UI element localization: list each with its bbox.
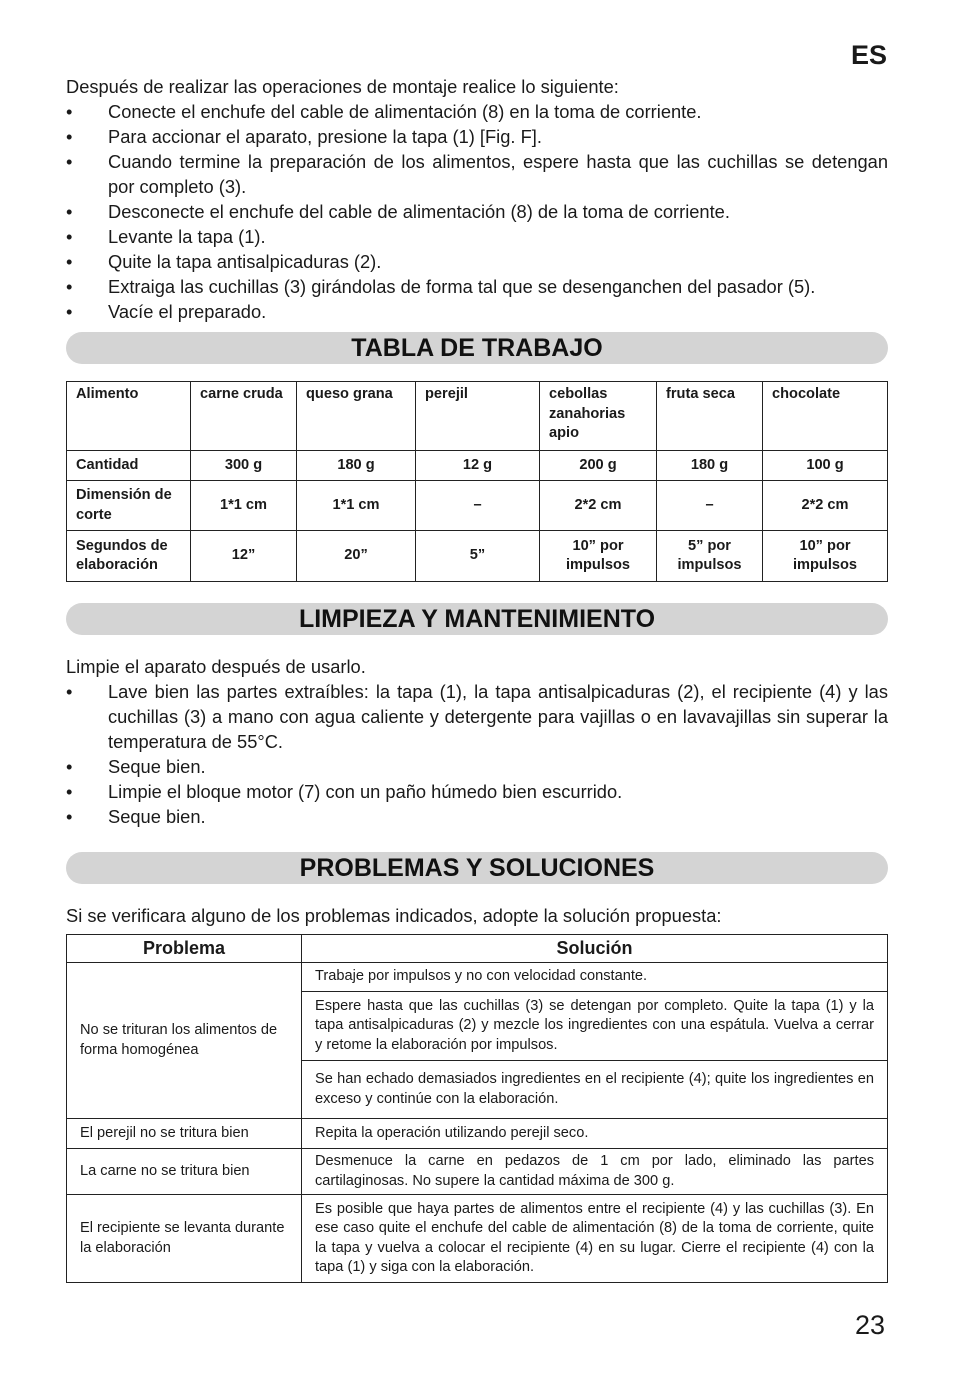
list-item: • Limpie el bloque motor (7) con un paño húmedo bien escurrido. (66, 781, 623, 802)
row-label-quantity: Cantidad (67, 451, 191, 481)
problem-cell: No se trituran los alimentos de forma homogénea (67, 963, 302, 1119)
table-row (67, 531, 888, 582)
solution-cell: Espere hasta que las cuchillas (3) se detengan por completo. Quite la tapa (1) y la tapa antisalpicaduras (2) y mezcle los ingredientes con una espátula. Vuelva a cerrar y retome la elaboración por impulsos. (302, 992, 888, 1061)
section-heading-cleaning: LIMPIEZA Y MANTENIMIENTO (66, 603, 888, 635)
page-content (66, 74, 888, 1283)
table-cell: – (416, 481, 540, 531)
table-row (67, 1119, 888, 1149)
table-cell: carne cruda (191, 382, 297, 451)
table-cell: cebollas zanahorias apio (540, 382, 657, 451)
table-row (67, 1195, 888, 1283)
solution-cell: Es posible que haya partes de alimentos entre el recipiente (4) y las cuchillas (3). En ese caso quite el enchufe del cable de alimentación (8) de la toma de corriente, quite la tapa y vuelva a colocar el recipiente (4) en su lugar. Cierre el recipiente (4) con la tapa (1) y siga con la elaboración. (302, 1195, 888, 1283)
problem-cell: La carne no se tritura bien (67, 1149, 302, 1195)
row-label-cut-size: Dimensión de corte (67, 481, 191, 531)
section-heading-work-table: TABLA DE TRABAJO (66, 332, 888, 364)
table-cell: 200 g (540, 451, 657, 481)
list-item: • Seque bien. (66, 806, 206, 827)
bullet-icon: • (66, 126, 73, 147)
problem-cell: El perejil no se tritura bien (67, 1119, 302, 1149)
bullet-icon: • (66, 756, 73, 777)
bullet-icon: • (66, 681, 73, 702)
table-row (67, 963, 888, 992)
list-item: • Lave bien las partes extraíbles: la tapa (1), la tapa antisalpicaduras (2), el recipiente (4) y las cuchillas (3) a mano con agua caliente y detergente para vajillas o en lavavajillas sin superar la temperatura de 55°C. (66, 681, 888, 752)
table-cell: 20” (297, 531, 416, 582)
intro-steps-list (66, 99, 888, 324)
table-cell: perejil (416, 382, 540, 451)
table-cell: 100 g (763, 451, 888, 481)
solution-cell: Se han echado demasiados ingredientes en el recipiente (4); quite los ingredientes en exceso y continúe con la elaboración. (302, 1061, 888, 1119)
intro-lead: Después de realizar las operaciones de montaje realice lo siguiente: (66, 76, 619, 97)
table-cell: 180 g (297, 451, 416, 481)
bullet-icon: • (66, 226, 73, 247)
troubleshooting-table (66, 934, 888, 1283)
table-row (67, 481, 888, 531)
table-cell: – (657, 481, 763, 531)
bullet-icon: • (66, 276, 73, 297)
bullet-icon: • (66, 251, 73, 272)
troubleshooting-lead: Si se verificara alguno de los problemas indicados, adopte la solución propuesta: (66, 905, 722, 926)
list-item: • Conecte el enchufe del cable de alimentación (8) en la toma de corriente. (66, 101, 702, 122)
table-cell: 12” (191, 531, 297, 582)
cleaning-steps-list (66, 679, 888, 829)
row-label-food: Alimento (67, 382, 191, 451)
column-header-solution: Solución (302, 935, 888, 963)
list-item: • Extraiga las cuchillas (3) girándolas de forma tal que se desenganchen del pasador (5). (66, 276, 816, 297)
table-cell: 5” por impulsos (657, 531, 763, 582)
bullet-icon: • (66, 151, 73, 172)
bullet-icon: • (66, 101, 73, 122)
table-cell: fruta seca (657, 382, 763, 451)
table-cell: 300 g (191, 451, 297, 481)
table-cell: 2*2 cm (540, 481, 657, 531)
list-item: • Vacíe el preparado. (66, 301, 267, 322)
bullet-icon: • (66, 781, 73, 802)
row-label-seconds: Segundos de elaboración (67, 531, 191, 582)
page-number: 23 (855, 1310, 886, 1340)
table-row (67, 451, 888, 481)
table-cell: 180 g (657, 451, 763, 481)
solution-cell: Repita la operación utilizando perejil seco. (302, 1119, 888, 1149)
table-cell: 10” por impulsos (540, 531, 657, 582)
table-cell: 2*2 cm (763, 481, 888, 531)
table-row (67, 382, 888, 451)
table-cell: queso grana (297, 382, 416, 451)
bullet-icon: • (66, 806, 73, 827)
solution-cell: Desmenuce la carne en pedazos de 1 cm por lado, eliminado las partes cartilaginosas. No supere la cantidad máxima de 300 g. (302, 1149, 888, 1195)
table-cell: 12 g (416, 451, 540, 481)
list-item: • Desconecte el enchufe del cable de alimentación (8) de la toma de corriente. (66, 201, 730, 222)
language-code: ES (851, 40, 888, 70)
list-item: • Cuando termine la preparación de los alimentos, espere hasta que las cuchillas se detengan por completo (3). (66, 151, 888, 197)
list-item: • Quite la tapa antisalpicaduras (2). (66, 251, 382, 272)
table-cell: 5” (416, 531, 540, 582)
work-table (66, 381, 888, 582)
table-row (67, 1149, 888, 1195)
list-item: • Para accionar el aparato, presione la tapa (1) [Fig. F]. (66, 126, 542, 147)
list-item: • Seque bien. (66, 756, 206, 777)
table-cell: 1*1 cm (297, 481, 416, 531)
problem-cell: El recipiente se levanta durante la elaboración (67, 1195, 302, 1283)
bullet-icon: • (66, 301, 73, 322)
list-item: • Levante la tapa (1). (66, 226, 266, 247)
table-cell: 10” por impulsos (763, 531, 888, 582)
column-header-problem: Problema (67, 935, 302, 963)
table-header-row (67, 935, 888, 963)
table-cell: 1*1 cm (191, 481, 297, 531)
bullet-icon: • (66, 201, 73, 222)
cleaning-lead: Limpie el aparato después de usarlo. (66, 656, 366, 677)
solution-cell: Trabaje por impulsos y no con velocidad constante. (302, 963, 888, 992)
section-heading-troubleshooting: PROBLEMAS Y SOLUCIONES (66, 852, 888, 884)
table-cell: chocolate (763, 382, 888, 451)
